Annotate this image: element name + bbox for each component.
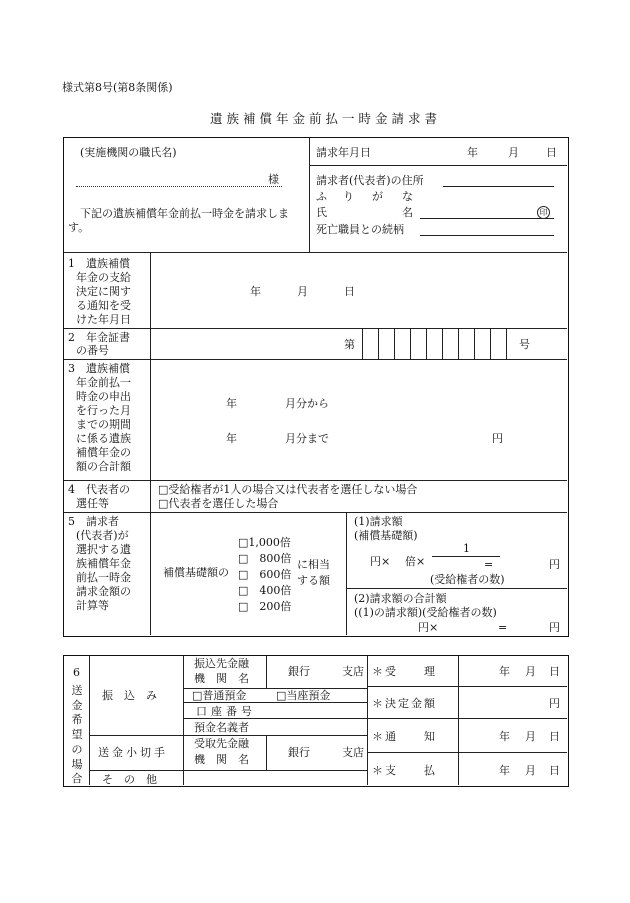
- s1-label-line1: 1 遺族補償: [68, 257, 130, 270]
- s5-option-1000[interactable]: □1,000倍: [238, 536, 291, 549]
- s1-label-line5: けた年月日: [76, 313, 131, 326]
- s5-base-label: 補償基礎額の: [163, 566, 229, 579]
- certificate-digit-cell-divider: [506, 329, 507, 359]
- relation-label: 死亡職員との続柄: [316, 223, 404, 236]
- request-text-2: す。: [68, 221, 90, 234]
- s5-calc1-sub: (補償基礎額): [354, 529, 418, 542]
- s2-go: 号: [519, 338, 530, 351]
- s5-label-line3: 選択する遺: [76, 543, 131, 556]
- s5-label-line1: 5 請求者: [68, 515, 119, 528]
- s5-label-line4: 族補償年金: [76, 557, 131, 570]
- certificate-digit-cell-divider: [362, 329, 363, 359]
- remittance-table: [63, 655, 569, 787]
- bank-label-2: 機 関 名: [194, 672, 249, 685]
- fraction-bar: [432, 556, 500, 557]
- s2-dai: 第: [344, 338, 355, 351]
- s4-option-single-checkbox[interactable]: □受給権者が1人の場合又は代表者を選任しない場合: [158, 483, 418, 496]
- furigana-4: な: [402, 190, 413, 203]
- certificate-digit-cell-divider: [394, 329, 395, 359]
- recv-branch-unit: 支店: [342, 746, 364, 759]
- s3-from-month: 月分から: [285, 397, 329, 410]
- s5-calc2-title: (2)請求額の合計額: [354, 592, 447, 605]
- s3-label-line8: 額の合計額: [76, 460, 131, 473]
- furigana-2: り: [343, 190, 354, 203]
- s5-yen-1: 円: [549, 558, 560, 571]
- s4-label-line2: 選任等: [76, 497, 109, 510]
- s1-label-line2: 年金の支給: [76, 271, 131, 284]
- certificate-digit-cell-divider: [426, 329, 427, 359]
- certificate-digit-cell-divider: [474, 329, 475, 359]
- s3-to-month: 月分まで: [285, 432, 329, 445]
- furikomi-label: 振 込 み: [102, 689, 157, 702]
- s4-option-representative-checkbox[interactable]: □代表者を選任した場合: [158, 497, 279, 510]
- name-label-1: 氏: [316, 206, 327, 219]
- s5-option-800[interactable]: □ 800倍: [238, 552, 292, 565]
- recv-label-1: 受取先金融: [194, 737, 249, 750]
- certificate-digit-cell-divider: [490, 329, 491, 359]
- notice-month: 月: [525, 730, 536, 743]
- certificate-digit-cell-divider: [378, 329, 379, 359]
- s3-label-line3: 時金の申出: [76, 390, 131, 403]
- decided-amount-yen: 円: [549, 697, 560, 710]
- s5-numerator: 1: [463, 542, 470, 555]
- payment-month: 月: [525, 764, 536, 777]
- s3-label-line2: 年金前払一: [76, 376, 131, 389]
- payment-year: 年: [499, 764, 510, 777]
- s3-label-line1: 3 遺族補償: [68, 362, 130, 375]
- address-field[interactable]: [443, 186, 554, 187]
- recv-bank-unit: 銀行: [288, 746, 310, 759]
- juri-day: 日: [549, 665, 560, 678]
- s5-denominator: (受給権者の数): [430, 573, 505, 586]
- s5-calc2-sub: ((1)の請求額)(受給権者の数): [354, 606, 497, 619]
- other-label: そ の 他: [102, 773, 157, 786]
- agency-name-field[interactable]: [76, 186, 282, 187]
- s3-from-year: 年: [226, 397, 237, 410]
- s1-label-line4: る通知を受: [76, 299, 131, 312]
- notice-label: ＊通 知: [372, 730, 437, 743]
- address-label: 請求者(代表者)の住所: [316, 174, 424, 187]
- s2-label-line1: 2 年金証書: [68, 331, 130, 344]
- furigana-1: ふ: [316, 190, 327, 203]
- s5-equiv-line1: に相当: [297, 558, 330, 571]
- juri-year: 年: [499, 665, 510, 678]
- account-holder-label: 預金名義者: [194, 721, 249, 734]
- recv-label-2: 機 関 名: [194, 753, 249, 766]
- juri-month: 月: [525, 665, 536, 678]
- s2-label-line2: の番号: [76, 344, 109, 357]
- form-title: 遺族補償年金前払一時金請求書: [210, 111, 442, 126]
- s5-calc1-bai-x: 倍×: [405, 555, 426, 568]
- name-label-2: 名: [402, 206, 413, 219]
- s3-label-line6: に係る遺族: [76, 432, 131, 445]
- date-year-unit: 年: [467, 146, 478, 159]
- agency-label: (実施機関の職氏名): [80, 146, 177, 159]
- account-number-label: 口座番号: [196, 705, 256, 718]
- bank-unit: 銀行: [288, 665, 310, 678]
- s4-label-line1: 4 代表者の: [68, 483, 130, 496]
- s3-to-year: 年: [226, 432, 237, 445]
- certificate-digit-cell-divider: [410, 329, 411, 359]
- s1-day-unit: 日: [344, 285, 355, 298]
- form-number: 様式第8号(第8条関係): [62, 81, 173, 94]
- s3-label-line5: までの期間: [76, 418, 131, 431]
- s5-label-line7: 計算等: [76, 599, 109, 612]
- s3-label-line7: 補償年金の: [76, 446, 131, 459]
- s1-label-line3: 決定に関す: [76, 285, 131, 298]
- seal-mark: 印: [537, 206, 550, 219]
- payment-label: ＊支 払: [372, 764, 437, 777]
- decided-amount-label: ＊決定金額: [372, 697, 437, 710]
- s5-calc1-title: (1)請求額: [354, 515, 403, 528]
- s5-equals-1: =: [484, 558, 494, 571]
- s3-label-line4: を行った月: [76, 404, 131, 417]
- certificate-digit-cell-divider: [458, 329, 459, 359]
- s5-equals-2: =: [498, 621, 508, 634]
- request-date-label: 請求年月日: [316, 146, 371, 159]
- s3-yen: 円: [492, 432, 503, 445]
- s6-number: 6: [73, 666, 80, 679]
- date-month-unit: 月: [508, 146, 519, 159]
- s6-vertical-title: 送 金 希 望 の 場 合: [71, 684, 83, 786]
- s5-equiv-line2: する額: [297, 574, 330, 587]
- s5-option-400[interactable]: □ 400倍: [238, 584, 292, 597]
- notice-year: 年: [499, 730, 510, 743]
- furigana-3: が: [372, 190, 383, 203]
- check-label: 送金小切手: [98, 746, 168, 759]
- branch-unit: 支店: [342, 665, 364, 678]
- notice-day: 日: [549, 730, 560, 743]
- s1-year-unit: 年: [250, 285, 261, 298]
- s5-label-line5: 前払一時金: [76, 571, 131, 584]
- sama-label: 様: [268, 173, 279, 186]
- payment-day: 日: [549, 764, 560, 777]
- toza-checkbox[interactable]: □当座預金: [276, 689, 331, 702]
- relation-field[interactable]: [420, 235, 554, 236]
- s5-calc1-yen-x: 円×: [370, 555, 391, 568]
- s5-calc2-yen-x: 円×: [418, 621, 439, 634]
- s5-yen-2: 円: [549, 621, 560, 634]
- request-text: 下記の遺族補償年金前払一時金を請求しま: [80, 207, 289, 220]
- s5-label-line2: (代表者)が: [76, 529, 129, 542]
- futsu-checkbox[interactable]: □普通預金: [192, 689, 247, 702]
- bank-label-1: 振込先金融: [194, 657, 249, 670]
- name-field[interactable]: [420, 218, 554, 219]
- date-day-unit: 日: [546, 146, 557, 159]
- s5-label-line6: 請求金額の: [76, 585, 131, 598]
- s5-option-600[interactable]: □ 600倍: [238, 568, 292, 581]
- s5-option-200[interactable]: □ 200倍: [238, 600, 292, 613]
- certificate-digit-cell-divider: [442, 329, 443, 359]
- juri-label: ＊受 理: [372, 665, 437, 678]
- s1-month-unit: 月: [297, 285, 308, 298]
